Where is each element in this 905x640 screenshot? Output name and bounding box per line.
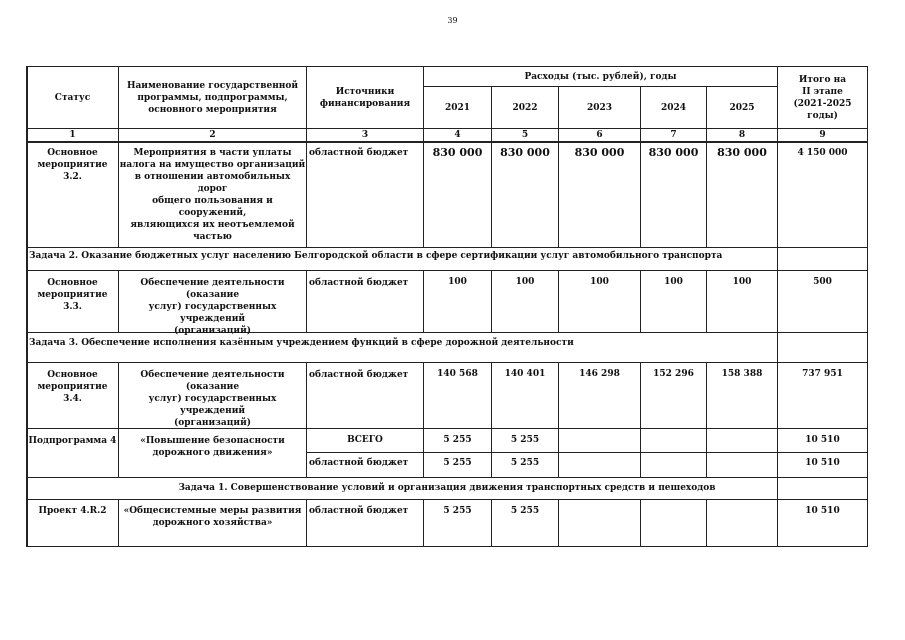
row-value-2023: 146 298: [579, 369, 620, 379]
row-total: 500: [813, 277, 832, 287]
colnum-3: 3: [361, 130, 369, 140]
colnum-bottom-line: [26, 141, 868, 143]
row-total: 10 510: [805, 435, 840, 445]
row-source: областной бюджет: [309, 278, 409, 288]
header-year-2023: 2023: [586, 102, 613, 113]
row-value-2024: 830 000: [648, 146, 699, 159]
row-total: 10 510: [805, 458, 840, 468]
row-source-total: ВСЕГО: [347, 435, 383, 445]
row-value-2024: 152 296: [653, 369, 694, 379]
row-name: Обеспечение деятельности (оказание услуг) государственных учреждений (организаций): [140, 370, 285, 428]
colnum-7: 7: [670, 130, 677, 140]
row-value-2021: 140 568: [437, 369, 478, 379]
row-status: Основное мероприятие 3.4.: [37, 370, 108, 404]
row-status: Проект 4.R.2: [38, 506, 107, 516]
colnum-2: 2: [209, 130, 216, 140]
row-value-2021: 5 255: [443, 458, 472, 468]
row-line-7: [26, 477, 868, 478]
header-year-2024: 2024: [660, 102, 687, 113]
row-value-2022: 5 255: [510, 458, 540, 468]
colnum-5: 5: [521, 130, 529, 140]
task-row: Задача 1. Совершенствование условий и организация движения транспортных средств и пешеходов: [178, 483, 716, 493]
header-expenses: Расходы (тыс. рублей), годы: [524, 71, 677, 82]
col-line-7-d: [706, 499, 707, 546]
col-line-5-d: [558, 499, 559, 546]
header-status: Статус: [54, 92, 91, 103]
row-value-2021: 5 255: [443, 506, 472, 516]
colnum-4: 4: [454, 130, 461, 140]
header-sources: Источники финансирования: [319, 86, 411, 109]
row-status: Основное мероприятие 3.2.: [37, 148, 108, 182]
table-border-bottom: [26, 546, 868, 547]
row-value-2025: 830 000: [717, 146, 767, 159]
row-line-4: [26, 362, 868, 363]
colnum-9: 9: [819, 130, 826, 140]
row-line-8: [26, 499, 868, 500]
row-name: «Общесистемные меры развития дорожного хозяйства»: [123, 506, 302, 528]
row-value-2022: 830 000: [500, 146, 550, 159]
row-source: областной бюджет: [309, 370, 409, 380]
col-line-2-c: [306, 362, 307, 477]
col-line-2-d: [306, 499, 307, 546]
row-status: Основное мероприятие 3.3.: [37, 278, 108, 312]
row-value-2022: 5 255: [510, 435, 540, 445]
row-value-2021: 100: [448, 277, 467, 287]
row-value-2023: 100: [590, 277, 609, 287]
row-name: Обеспечение деятельности (оказание услуг) государственных учреждений (организаций): [140, 278, 285, 336]
row-total: 4 150 000: [797, 148, 848, 158]
col-line-2-b: [306, 270, 307, 332]
row-line-1: [26, 247, 868, 248]
row-value-2024: 100: [664, 277, 683, 287]
colnum-6: 6: [596, 130, 603, 140]
col-line-6-d: [640, 499, 641, 546]
table-border-right: [867, 66, 868, 547]
task-row: Задача 3. Обеспечение исполнения казённым учреждением функций в сфере дорожной деятельности: [29, 338, 574, 348]
header-name: Наименование государственной программы, подпрограммы, основного мероприятия: [126, 80, 299, 115]
header-year-2021: 2021: [444, 102, 471, 113]
row-value-2025: 158 388: [721, 369, 763, 379]
row-line-6: [306, 452, 868, 453]
row-total: 737 951: [802, 369, 843, 379]
row-value-2021: 5 255: [443, 435, 472, 445]
row-source: областной бюджет: [309, 148, 409, 158]
header-year-2025: 2025: [729, 102, 755, 113]
row-source: областной бюджет: [309, 506, 409, 516]
row-line-2: [26, 270, 868, 271]
row-value-2022: 140 401: [504, 369, 546, 379]
header-total: Итого на II этапе (2021-2025 годы): [793, 74, 852, 121]
row-name: Мероприятия в части уплаты налога на имущество организаций в отношении автомобильных дорог общего пользования и сооружений, являющихся их неотъемлемой частью: [119, 148, 306, 242]
row-total: 10 510: [805, 506, 840, 516]
colnum-1: 1: [69, 130, 76, 140]
row-value-2022: 5 255: [510, 506, 540, 516]
row-source: областной бюджет: [309, 458, 409, 468]
colnum-8: 8: [738, 130, 746, 140]
row-value-2022: 100: [515, 277, 535, 287]
header-year-2022: 2022: [512, 102, 538, 113]
row-value-2025: 100: [732, 277, 752, 287]
row-value-2021: 830 000: [432, 146, 483, 159]
row-value-2023: 830 000: [574, 146, 625, 159]
row-name: «Повышение безопасности дорожного движения»: [140, 436, 285, 458]
row-status: Подпрограмма 4: [28, 436, 117, 446]
page-number: 39: [447, 16, 458, 25]
task-row: Задача 2. Оказание бюджетных услуг населению Белгородской области в сфере сертификации услуг автомобильного транспорта: [29, 251, 723, 261]
